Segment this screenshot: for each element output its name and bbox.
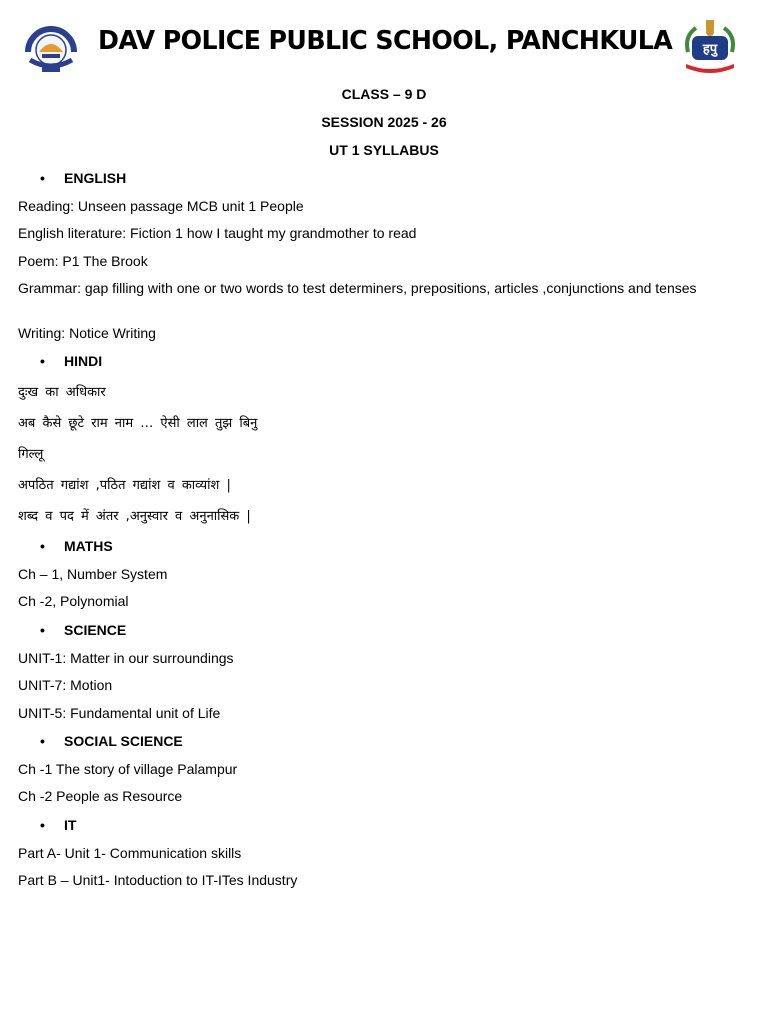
- hindi-line: अपठित गद्यांश ,पठित गद्यांश व काव्यांश |: [18, 478, 231, 493]
- bullet-icon: •: [40, 622, 45, 638]
- social-science-line: Ch -2 People as Resource: [18, 788, 183, 804]
- hindi-line: दुःख का अधिकार: [18, 385, 106, 400]
- maths-line: Ch – 1, Number System: [18, 566, 168, 582]
- haryana-police-logo-text: हपु: [702, 42, 718, 57]
- bullet-icon: •: [40, 733, 45, 749]
- science-line: UNIT-1: Matter in our surroundings: [18, 650, 234, 666]
- school-name: DAV POLICE PUBLIC SCHOOL, PANCHKULA: [98, 26, 673, 56]
- section-heading-english: • ENGLISH: [40, 170, 127, 186]
- section-heading-science: • SCIENCE: [40, 622, 127, 638]
- english-line: Reading: Unseen passage MCB unit 1 People: [18, 198, 304, 214]
- section-heading-it: • IT: [40, 817, 77, 833]
- section-heading-social-science: • SOCIAL SCIENCE: [40, 733, 183, 749]
- bullet-icon: •: [40, 170, 45, 186]
- hindi-line: शब्द व पद में अंतर ,अनुस्वार व अनुनासिक |: [18, 509, 251, 524]
- english-line: Grammar: gap filling with one or two words to test determiners, prepositions, articles ,conjunctions and tenses: [18, 280, 697, 296]
- maths-line: Ch -2, Polynomial: [18, 593, 129, 609]
- haryana-police-logo: [680, 18, 740, 76]
- dav-school-logo: [22, 22, 80, 74]
- science-line: UNIT-7: Motion: [18, 677, 113, 693]
- section-heading-maths: • MATHS: [40, 538, 113, 554]
- session-label: SESSION 2025 - 26: [321, 114, 447, 130]
- syllabus-title: UT 1 SYLLABUS: [329, 142, 439, 158]
- section-heading-hindi: • HINDI: [40, 353, 103, 369]
- bullet-icon: •: [40, 817, 45, 833]
- it-line: Part A- Unit 1- Communication skills: [18, 845, 242, 861]
- document-header: [0, 16, 768, 78]
- hindi-line: गिल्लू: [18, 447, 44, 462]
- social-science-line: Ch -1 The story of village Palampur: [18, 761, 238, 777]
- bullet-icon: •: [40, 538, 45, 554]
- hindi-line: अब कैसे छूटे राम नाम … ऐसी लाल तुझ बिनु: [18, 416, 258, 431]
- english-line: Poem: P1 The Brook: [18, 253, 148, 269]
- english-line: English literature: Fiction 1 how I taught my grandmother to read: [18, 225, 417, 241]
- science-line: UNIT-5: Fundamental unit of Life: [18, 705, 221, 721]
- class-label: CLASS – 9 D: [341, 86, 427, 102]
- english-line: Writing: Notice Writing: [18, 325, 156, 341]
- bullet-icon: •: [40, 353, 45, 369]
- it-line: Part B – Unit1- Intoduction to IT-ITes Industry: [18, 872, 298, 888]
